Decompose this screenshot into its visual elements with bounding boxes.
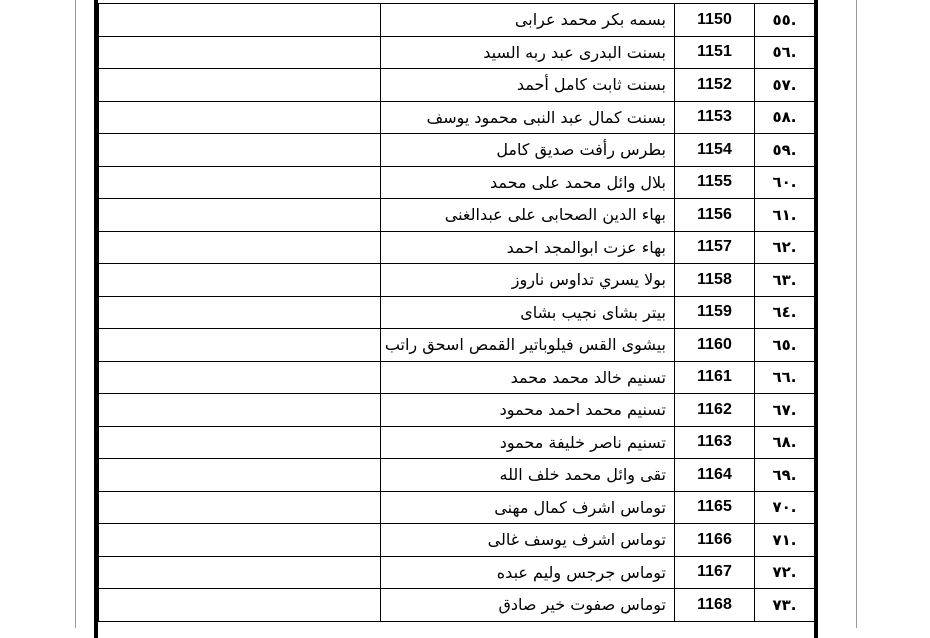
empty-cell [99,69,381,102]
name-cell: بسمه بكر محمد عرابى [381,4,675,37]
seq-cell: .٧٢ [755,556,815,589]
table-row [99,329,815,362]
name-cell: تقى وائل محمد خلف الله [381,459,675,492]
name-cell: بهاء الدين الصحابى على عبدالغنى [381,199,675,232]
empty-cell [99,491,381,524]
empty-cell [99,101,381,134]
table-row [99,264,815,297]
seq-cell: .٦٤ [755,296,815,329]
name-cell: بهاء عزت ابوالمجد احمد [381,231,675,264]
empty-cell [99,296,381,329]
id-cell: 1151 [675,36,755,69]
seq-cell: .٥٨ [755,101,815,134]
empty-cell [99,426,381,459]
empty-cell [99,36,381,69]
seq-cell: .٦٥ [755,329,815,362]
name-cell: تسنيم ناصر خليفة محمود [381,426,675,459]
name-cell: بيتر بشاى نجيب بشاى [381,296,675,329]
name-cell: بسنت ثابت كامل أحمد [381,69,675,102]
seq-cell: .٧٣ [755,589,815,622]
seq-cell: .٥٥ [755,4,815,37]
seq-cell: .٦١ [755,199,815,232]
seq-cell: .٦٢ [755,231,815,264]
seq-cell: .٧١ [755,524,815,557]
name-cell: تسنيم محمد احمد محمود [381,394,675,427]
id-cell: 1163 [675,426,755,459]
table-row [99,426,815,459]
id-cell: 1153 [675,101,755,134]
seq-cell: .٦٩ [755,459,815,492]
seq-cell: .٦٧ [755,394,815,427]
id-cell: 1150 [675,4,755,37]
table-row [99,166,815,199]
name-cell: توماس جرجس وليم عبده [381,556,675,589]
table-row [99,589,815,622]
id-cell: 1168 [675,589,755,622]
table-row [99,361,815,394]
name-cell: توماس صفوت خير صادق [381,589,675,622]
table-row [99,459,815,492]
seq-cell: .٧٠ [755,491,815,524]
empty-cell [99,329,381,362]
seq-cell: .٦٠ [755,166,815,199]
name-cell: بلال وائل محمد على محمد [381,166,675,199]
seq-cell: .٦٦ [755,361,815,394]
name-cell: بيشوى القس فيلوباتير القمص اسحق راتب [381,329,675,362]
table-row [99,231,815,264]
table-row [99,134,815,167]
seq-cell: .٦٨ [755,426,815,459]
table-row [99,199,815,232]
empty-cell [99,589,381,622]
id-cell: 1162 [675,394,755,427]
name-cell: بولا يسري تداوس ناروز [381,264,675,297]
id-cell: 1156 [675,199,755,232]
empty-cell [99,361,381,394]
id-cell: 1152 [675,69,755,102]
empty-cell [99,134,381,167]
name-cell: بسنت كمال عبد النبى محمود يوسف [381,101,675,134]
table-row [99,491,815,524]
id-cell: 1161 [675,361,755,394]
table-row [99,69,815,102]
id-cell: 1164 [675,459,755,492]
empty-cell [99,4,381,37]
empty-cell [99,199,381,232]
empty-cell [99,231,381,264]
table-row [99,4,815,37]
table-row [99,556,815,589]
empty-cell [99,556,381,589]
empty-cell [99,524,381,557]
id-cell: 1165 [675,491,755,524]
seq-cell: .٥٧ [755,69,815,102]
seq-cell: .٥٦ [755,36,815,69]
id-cell: 1160 [675,329,755,362]
name-cell: بطرس رأفت صديق كامل [381,134,675,167]
id-cell: 1167 [675,556,755,589]
id-cell: 1157 [675,231,755,264]
name-cell: توماس اشرف يوسف غالى [381,524,675,557]
empty-cell [99,394,381,427]
empty-cell [99,459,381,492]
table-row [99,296,815,329]
empty-cell [99,166,381,199]
table-row [99,524,815,557]
seq-cell: .٥٩ [755,134,815,167]
name-cell: توماس اشرف كمال مهنى [381,491,675,524]
id-cell: 1155 [675,166,755,199]
id-cell: 1154 [675,134,755,167]
name-cell: بسنت البدرى عبد ربه السيد [381,36,675,69]
names-table [98,3,815,622]
table-row [99,36,815,69]
empty-cell [99,264,381,297]
name-cell: تسنيم خالد محمد محمد [381,361,675,394]
id-cell: 1159 [675,296,755,329]
seq-cell: .٦٣ [755,264,815,297]
id-cell: 1158 [675,264,755,297]
table-row [99,101,815,134]
table-row [99,394,815,427]
id-cell: 1166 [675,524,755,557]
